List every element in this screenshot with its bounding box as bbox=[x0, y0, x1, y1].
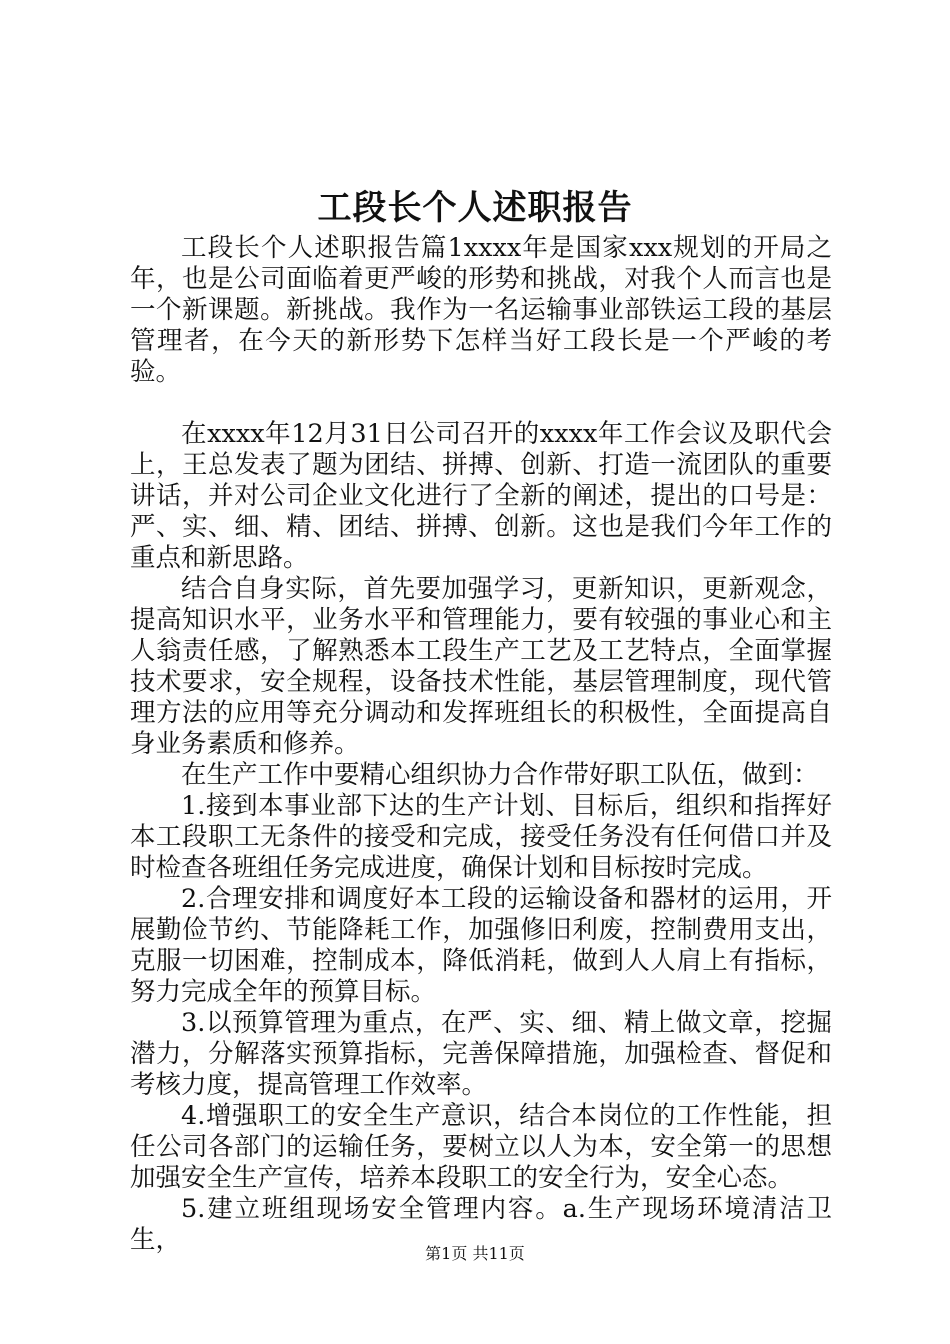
document-title: 工段长个人述职报告 bbox=[317, 188, 633, 228]
paragraph: 5.建立班组现场安全管理内容。a.生产现场环境清洁卫生， bbox=[130, 1194, 832, 1255]
paragraph: 3.以预算管理为重点，在严、实、细、精上做文章，挖掘潜力，分解落实预算指标，完善保障措施，加强检查、督促和考核力度，提高管理工作效率。 bbox=[130, 1008, 832, 1100]
document-body bbox=[130, 233, 832, 1256]
paragraph: 1.接到本事业部下达的生产计划、目标后，组织和指挥好本工段职工无条件的接受和完成，接受任务没有任何借口并及时检查各班组任务完成进度，确保计划和目标按时完成。 bbox=[130, 791, 832, 883]
paragraph: 在xxxx年12月31日公司召开的xxxx年工作会议及职代会上，王总发表了题为团结、拼搏、创新、打造一流团队的重要讲话，并对公司企业文化进行了全新的阐述，提出的口号是：严、实、细、精、团结、拼搏、创新。这也是我们今年工作的重点和新思路。 bbox=[130, 419, 832, 573]
page-number-footer: 第1页 共11页 bbox=[425, 1244, 525, 1263]
paragraph: 在生产工作中要精心组织协力合作带好职工队伍，做到： bbox=[181, 760, 819, 790]
paragraph: 结合自身实际，首先要加强学习，更新知识，更新观念，提高知识水平，业务水平和管理能力，要有较强的事业心和主人翁责任感，了解熟悉本工段生产工艺及工艺特点，全面掌握技术要求，安全规程，设备技术性能，基层管理制度，现代管理方法的应用等充分调动和发挥班组长的积极性，全面提高自身业务素质和修养。 bbox=[130, 574, 832, 759]
paragraph: 4.增强职工的安全生产意识，结合本岗位的工作性能，担任公司各部门的运输任务，要树立以人为本，安全第一的思想加强安全生产宣传，培养本段职工的安全行为，安全心态。 bbox=[130, 1101, 832, 1193]
paragraph: 2.合理安排和调度好本工段的运输设备和器材的运用，开展勤俭节约、节能降耗工作，加强修旧利废，控制费用支出，克服一切困难，控制成本，降低消耗，做到人人肩上有指标，努力完成全年的预算目标。 bbox=[130, 884, 832, 1007]
paragraph: 工段长个人述职报告篇1xxxx年是国家xxx规划的开局之年，也是公司面临着更严峻的形势和挑战，对我个人而言也是一个新课题。新挑战。我作为一名运输事业部铁运工段的基层管理者，在今天的新形势下怎样当好工段长是一个严峻的考验。 bbox=[130, 233, 832, 387]
